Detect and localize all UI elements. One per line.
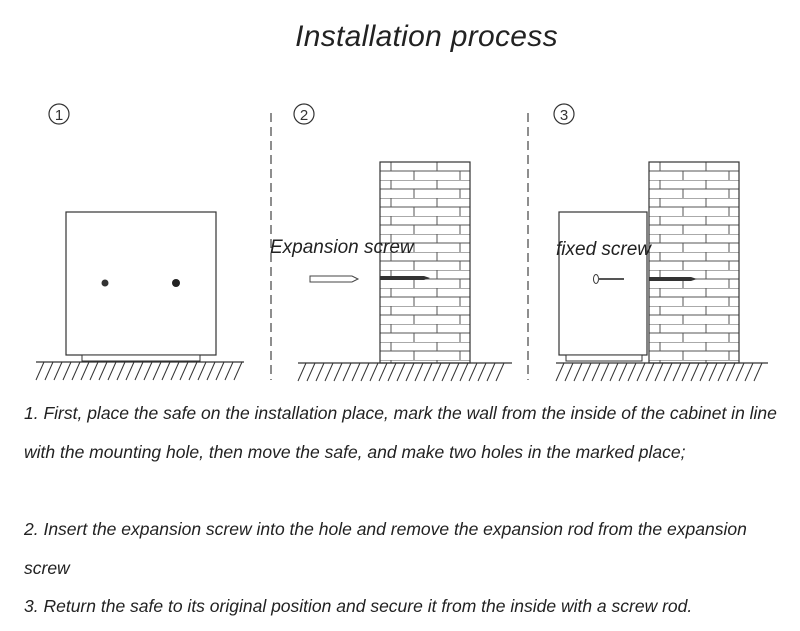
floor-hatch-line xyxy=(469,363,477,381)
floor-hatch-line xyxy=(54,362,62,380)
floor-hatch-line xyxy=(216,362,224,380)
step-2-text: 2. Insert the expansion screw into the hole and remove the expansion rod from the expansion screw xyxy=(24,519,747,578)
floor-hatch-line xyxy=(225,362,233,380)
floor-hatch-line xyxy=(234,362,242,380)
floor-hatch-line xyxy=(709,363,717,381)
panel-3-number: 3 xyxy=(559,107,569,124)
floor-hatch-line xyxy=(424,363,432,381)
floor-hatch-line xyxy=(610,363,618,381)
mounting-hole xyxy=(172,279,180,287)
floor-hatch-line xyxy=(90,362,98,380)
floor-hatch-line xyxy=(451,363,459,381)
floor-hatch-line xyxy=(171,362,179,380)
floor-hatch-line xyxy=(135,362,143,380)
floor-hatch-line xyxy=(180,362,188,380)
floor-hatch-line xyxy=(126,362,134,380)
fixed-screw-label: fixed screw xyxy=(556,239,652,260)
floor-hatch-line xyxy=(592,363,600,381)
floor-hatch-line xyxy=(307,363,315,381)
floor-hatch-line xyxy=(460,363,468,381)
floor-hatch-line xyxy=(745,363,753,381)
floor-hatch-line xyxy=(574,363,582,381)
floor-hatch-line xyxy=(406,363,414,381)
floor-hatch-line xyxy=(700,363,708,381)
floor-hatch-line xyxy=(370,363,378,381)
panel-1-floor xyxy=(36,362,244,380)
floor-hatch-line xyxy=(207,362,215,380)
floor-hatch-line xyxy=(556,363,564,381)
page-title: Installation process xyxy=(295,20,558,53)
floor-hatch-line xyxy=(655,363,663,381)
floor-hatch-line xyxy=(478,363,486,381)
floor-hatch-line xyxy=(691,363,699,381)
floor-hatch-line xyxy=(189,362,197,380)
floor-hatch-line xyxy=(673,363,681,381)
floor-hatch-line xyxy=(144,362,152,380)
floor-hatch-line xyxy=(496,363,504,381)
floor-hatch-line xyxy=(298,363,306,381)
floor-hatch-line xyxy=(433,363,441,381)
floor-hatch-line xyxy=(117,362,125,380)
floor-hatch-line xyxy=(736,363,744,381)
floor-hatch-line xyxy=(628,363,636,381)
floor-hatch-line xyxy=(664,363,672,381)
floor-hatch-line xyxy=(352,363,360,381)
floor-hatch-line xyxy=(397,363,405,381)
panel-3-wall xyxy=(649,162,739,363)
floor-hatch-line xyxy=(565,363,573,381)
panel-2-wall xyxy=(380,162,470,363)
floor-hatch-line xyxy=(682,363,690,381)
floor-hatch-line xyxy=(379,363,387,381)
floor-hatch-line xyxy=(754,363,762,381)
panel-3-floor xyxy=(556,363,768,381)
floor-hatch-line xyxy=(583,363,591,381)
floor-hatch-line xyxy=(361,363,369,381)
expansion-screw-in-wall xyxy=(380,276,430,280)
expansion-screw-loose xyxy=(310,276,358,282)
panel-1-number-badge xyxy=(49,104,69,124)
floor-hatch-line xyxy=(727,363,735,381)
floor-hatch-line xyxy=(81,362,89,380)
panel-2-floor xyxy=(298,363,512,381)
floor-hatch-line xyxy=(162,362,170,380)
floor-hatch-line xyxy=(36,362,44,380)
floor-hatch-line xyxy=(153,362,161,380)
floor-hatch-line xyxy=(45,362,53,380)
floor-hatch-line xyxy=(619,363,627,381)
floor-hatch-line xyxy=(637,363,645,381)
floor-hatch-line xyxy=(108,362,116,380)
panel-3-number-badge xyxy=(554,104,574,124)
expansion-screw-label: Expansion screw xyxy=(270,237,414,258)
floor-hatch-line xyxy=(718,363,726,381)
floor-hatch-line xyxy=(415,363,423,381)
floor-hatch-line xyxy=(646,363,654,381)
floor-hatch-line xyxy=(316,363,324,381)
floor-hatch-line xyxy=(388,363,396,381)
panel-2-number-badge xyxy=(294,104,314,124)
panel-3-safe xyxy=(559,212,647,361)
floor-hatch-line xyxy=(63,362,71,380)
floor-hatch-line xyxy=(442,363,450,381)
panel-2-number: 2 xyxy=(299,107,309,124)
floor-hatch-line xyxy=(198,362,206,380)
floor-hatch-line xyxy=(325,363,333,381)
floor-hatch-line xyxy=(601,363,609,381)
floor-hatch-line xyxy=(334,363,342,381)
floor-hatch-line xyxy=(343,363,351,381)
floor-hatch-line xyxy=(72,362,80,380)
step-3-text: 3. Return the safe to its original position and secure it from the inside with a screw rod. xyxy=(24,596,693,616)
panel-1-safe xyxy=(66,212,216,361)
step-1-text: 1. First, place the safe on the installation place, mark the wall from the inside of the cabinet in line with the mounting hole, then move the safe, and make two holes in the marked place; xyxy=(24,403,777,462)
mounting-hole xyxy=(102,280,109,287)
floor-hatch-line xyxy=(99,362,107,380)
panel-1-number: 1 xyxy=(54,107,64,124)
floor-hatch-line xyxy=(487,363,495,381)
